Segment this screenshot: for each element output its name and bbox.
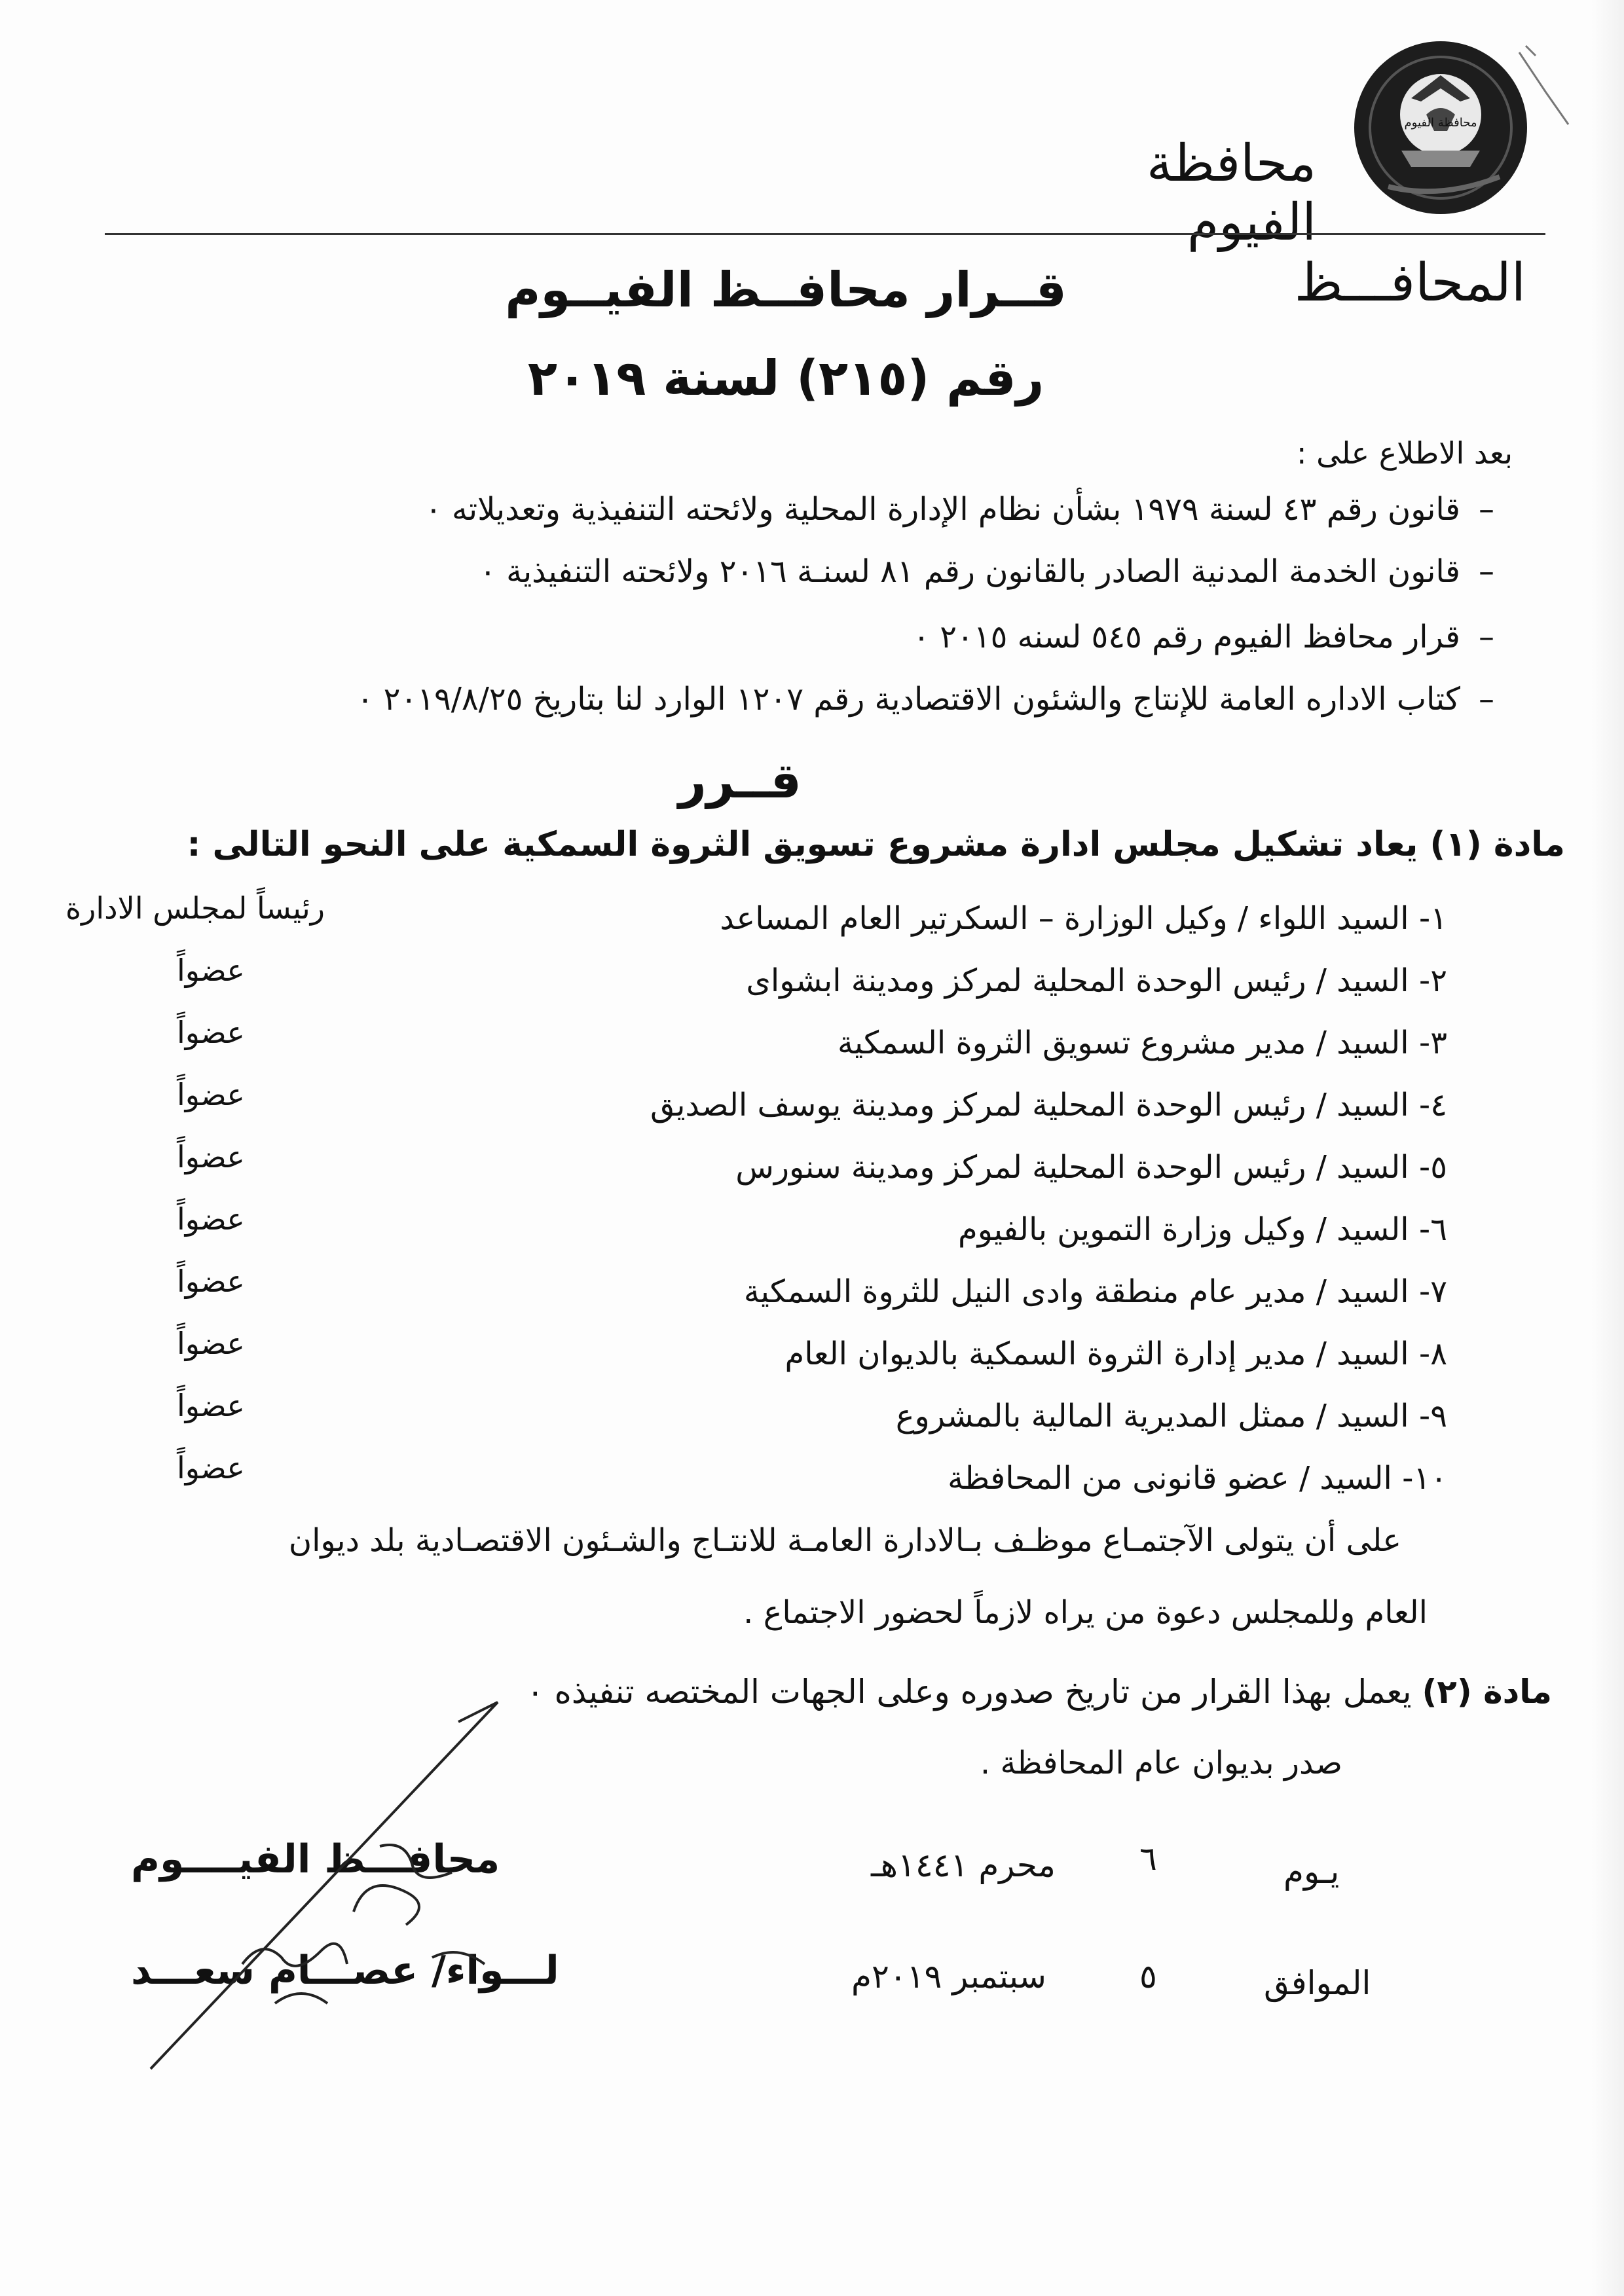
- reference-item: –قانون رقم ٤٣ لسنة ١٩٧٩ بشأن نظام الإدارة المحلية ولائحته التنفيذية وتعديلاته ٠: [425, 491, 1513, 528]
- member-role: عضواً: [177, 953, 245, 988]
- handwritten-signature: [131, 1676, 589, 2082]
- article-2-label: مادة (٢): [1422, 1673, 1552, 1711]
- header-divider: [105, 233, 1545, 235]
- member-role: عضواً: [177, 1264, 245, 1299]
- member-role: عضواً: [177, 1139, 245, 1175]
- hijri-date: محرم ١٤٤١هـ: [871, 1846, 1056, 1884]
- issued-at: صدر بديوان عام المحافظة .: [980, 1745, 1342, 1781]
- gregorian-day: ٥: [1139, 1958, 1157, 1995]
- meeting-note-line-1: على أن يتولى الآجتمـاع موظـف بـالادارة العامـة للانتـاج والشـئون الاقتصـادية بلد ديوان: [288, 1522, 1401, 1559]
- member-item: ٥- السيد / رئيس الوحدة المحلية لمركز ومدينة سنورس: [735, 1149, 1447, 1186]
- member-item: ٣- السيد / مدير مشروع تسويق الثروة السمكية: [837, 1025, 1447, 1061]
- decree-title: قــرار محافــظ الفيــوم: [505, 262, 1067, 318]
- signatory-name: لـــواء/ عصـــام سعـــد: [131, 1948, 559, 1994]
- decree-heading: قــرر: [678, 753, 802, 809]
- seal-lettering: محافظة الفيوم: [1404, 116, 1477, 130]
- decree-number: رقم (٢١٥) لسنة ٢٠١٩: [527, 350, 1044, 407]
- corner-pen-mark: [1506, 39, 1585, 131]
- article-1-heading: مادة (١) يعاد تشكيل مجلس ادارة مشروع تسويق الثروة السمكية على النحو التالى :: [187, 825, 1565, 864]
- member-role: عضواً: [177, 1077, 245, 1112]
- member-item: ١- السيد اللواء / وكيل الوزارة – السكرتير العام المساعد: [720, 900, 1447, 937]
- member-item: ٢- السيد / رئيس الوحدة المحلية لمركز ومدينة ابشواى: [746, 962, 1447, 999]
- governorate-seal-logo: [1349, 36, 1532, 219]
- article-2: [526, 1673, 1552, 1711]
- reference-item: –قرار محافظ الفيوم رقم ٥٤٥ لسنه ٢٠١٥ ٠: [913, 619, 1513, 655]
- meeting-note-line-2: العام وللمجلس دعوة من يراه لازماً لحضور الاجتماع .: [743, 1594, 1428, 1631]
- list-dash: –: [1479, 619, 1494, 655]
- list-dash: –: [1479, 681, 1494, 718]
- member-role: رئيساً لمجلس الادارة: [65, 890, 325, 926]
- reference-item: –قانون الخدمة المدنية الصادر بالقانون رقم ٨١ لسنـة ٢٠١٦ ولائحته التنفيذية ٠: [479, 553, 1513, 590]
- page-edge-shadow: [1591, 0, 1624, 2296]
- reference-item: –كتاب الاداره العامة للإنتاج والشئون الاقتصادية رقم ١٢٠٧ الوارد لنا بتاريخ ٢٠١٩/٨/٢٥ ٠: [357, 681, 1513, 718]
- member-role: عضواً: [177, 1201, 245, 1237]
- member-role: عضواً: [177, 1326, 245, 1361]
- member-item: ٨- السيد / مدير إدارة الثروة السمكية بالديوان العام: [784, 1336, 1447, 1372]
- member-item: ٧- السيد / مدير عام منطقة وادى النيل للثروة السمكية: [743, 1273, 1447, 1310]
- member-role: عضواً: [177, 1388, 245, 1423]
- governorate-name: محافظة الفيوم: [1147, 134, 1316, 252]
- preamble-intro: بعد الاطلاع على :: [1296, 435, 1513, 471]
- member-item: ٩- السيد / ممثل المديرية المالية بالمشروع: [895, 1398, 1447, 1434]
- governor-office-label: المحافـــظ: [1294, 252, 1526, 313]
- member-role: عضواً: [177, 1450, 245, 1485]
- list-dash: –: [1479, 553, 1494, 590]
- corresponding-label: الموافق: [1264, 1964, 1371, 2002]
- signatory-title: محافـــظ الفيــــوم: [131, 1836, 500, 1882]
- article-2-text: يعمل بهذا القرار من تاريخ صدوره وعلى الجهات المختصه تنفيذه ٠: [526, 1673, 1412, 1711]
- member-item: ١٠- السيد / عضو قانونى من المحافظة: [948, 1460, 1447, 1497]
- member-item: ٤- السيد / رئيس الوحدة المحلية لمركز ومدينة يوسف الصديق: [650, 1087, 1447, 1123]
- day-label: يـوم: [1283, 1853, 1340, 1891]
- member-item: ٦- السيد / وكيل وزارة التموين بالفيوم: [958, 1211, 1447, 1248]
- list-dash: –: [1479, 491, 1494, 528]
- member-role: عضواً: [177, 1015, 245, 1050]
- day-value: ٦: [1139, 1840, 1157, 1878]
- gregorian-date: سبتمبر ٢٠١٩م: [851, 1958, 1046, 1995]
